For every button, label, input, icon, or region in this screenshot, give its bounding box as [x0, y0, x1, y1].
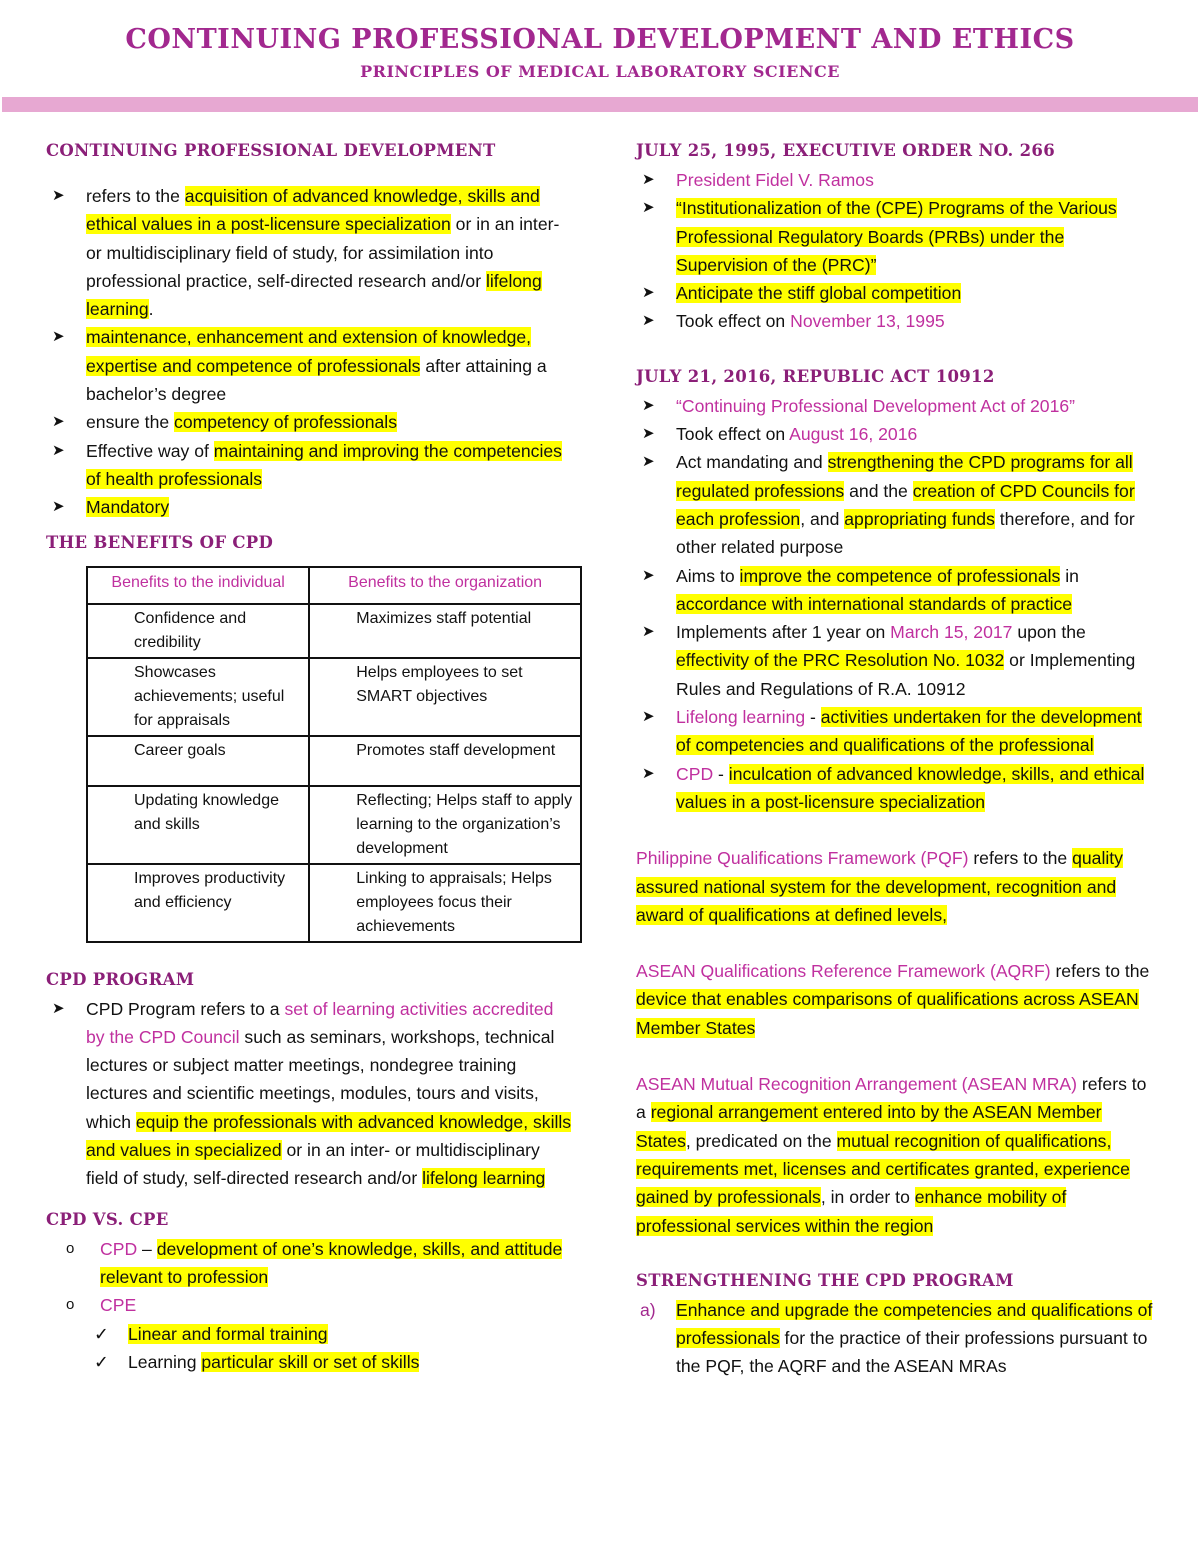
table-cell: Updating knowledge and skills	[87, 786, 309, 864]
list-item: ➤ President Fidel V. Ramos	[636, 166, 1161, 194]
table-cell: Helps employees to set SMART objectives	[309, 658, 581, 736]
list-item: ➤ Effective way of maintaining and improving the competencies of health professionals	[46, 437, 576, 494]
table-header-organization: Benefits to the organization	[309, 567, 581, 604]
section-heading-executive-order: JULY 25, 1995, EXECUTIVE ORDER NO. 266	[636, 141, 1055, 160]
table-row	[87, 736, 581, 786]
table-cell: Linking to appraisals; Helps employees focus their achievements	[309, 864, 581, 942]
list-item: ➤ ensure the competency of professionals	[46, 408, 576, 436]
list-item: ➤ CPD Program refers to a set of learning activities accredited by the CPD Council such as seminars, workshops, technical lectures or subject matter meetings, nondegree training lectures and scientific meetings, modules, tours and visits, which equip the professionals with advanced knowledge, skills and values in specialized or in an inter- or multidisciplinary field of study, self-directed research and/or lifelong learning	[46, 995, 576, 1193]
list-item: ➤ maintenance, enhancement and extension of knowledge, expertise and competence of professionals after attaining a bachelor’s degree	[46, 323, 576, 408]
section-heading-strengthening: STRENGTHENING THE CPD PROGRAM	[636, 1270, 1014, 1290]
header-band	[2, 97, 1198, 112]
table-cell: Maximizes staff potential	[309, 604, 581, 658]
cpd-program-list	[46, 995, 576, 1193]
mra-paragraph: ASEAN Mutual Recognition Arrangement (ASEAN MRA) refers to a regional arrangement entered into by the ASEAN Member States, predicated on the mutual recognition of qualifications, requirements met, licenses and certificates granted, experience gained by professionals, in order to enhance mobility of professional services within the region	[636, 1074, 1147, 1236]
table-cell: Improves productivity and efficiency	[87, 864, 309, 942]
benefits-table	[86, 566, 582, 943]
right-column	[636, 136, 1161, 1381]
section-heading-republic-act: JULY 21, 2016, REPUBLIC ACT 10912	[636, 366, 995, 386]
table-cell: Reflecting; Helps staff to apply learning to the organization’s development	[309, 786, 581, 864]
table-cell: Promotes staff development	[309, 736, 581, 786]
table-cell: Showcases achievements; useful for appraisals	[87, 658, 309, 736]
list-item: ➤ “Continuing Professional Development Act of 2016”	[636, 392, 1161, 420]
table-row	[87, 864, 581, 942]
list-item: ➤ Aims to improve the competence of professionals in accordance with international standards of practice	[636, 562, 1161, 619]
list-item: ➤ refers to the acquisition of advanced knowledge, skills and ethical values in a post-licensure specialization or in an inter- or multidisciplinary field of study, for assimilation into professional practice, self-directed research and/or lifelong learning.	[46, 182, 576, 323]
list-item: ➤ Implements after 1 year on March 15, 2017 upon the effectivity of the PRC Resolution No. 1032 or Implementing Rules and Regulations of R.A. 10912	[636, 618, 1161, 703]
list-item: o CPD – development of one’s knowledge, skills, and attitude relevant to profession	[46, 1235, 576, 1292]
list-item: ➤ Act mandating and strengthening the CPD programs for all regulated professions and the creation of CPD Councils for each profession, and appropriating funds therefore, and for other related purpose	[636, 448, 1161, 561]
cpd-vs-cpe-list	[46, 1235, 576, 1376]
list-item: ➤ CPD - inculcation of advanced knowledge, skills, and ethical values in a post-licensure specialization	[636, 760, 1161, 817]
list-item: ➤ Took effect on August 16, 2016	[636, 420, 1161, 448]
left-column	[46, 136, 576, 1376]
list-item: o CPE ✓ Linear and formal training ✓ Learning particular skill or set of skills	[46, 1291, 576, 1376]
section-heading-cpd: CONTINUING PROFESSIONAL DEVELOPMENT	[46, 141, 496, 160]
list-item: ➤ Took effect on November 13, 1995	[636, 307, 1161, 335]
republic-act-list	[636, 392, 1161, 816]
pqf-paragraph: Philippine Qualifications Framework (PQF) refers to the quality assured national system for the development, recognition and award of qualifications at defined levels,	[636, 848, 1123, 925]
executive-order-list	[636, 166, 1161, 336]
table-row	[87, 786, 581, 864]
strengthening-list	[636, 1296, 1161, 1381]
aqrf-paragraph: ASEAN Qualifications Reference Framework (AQRF) refers to the device that enables comparisons of qualifications across ASEAN Member States	[636, 961, 1150, 1038]
section-heading-benefits: THE BENEFITS OF CPD	[46, 532, 274, 552]
list-item: ✓ Linear and formal training	[46, 1320, 576, 1348]
cpe-sublist	[46, 1320, 576, 1377]
section-heading-cpd-vs-cpe: CPD VS. CPE	[46, 1209, 169, 1229]
list-item: a) Enhance and upgrade the competencies and qualifications of professionals for the practice of their professions pursuant to the PQF, the AQRF and the ASEAN MRAs	[640, 1299, 1153, 1377]
table-row	[87, 604, 581, 658]
table-cell: Career goals	[87, 736, 309, 786]
document-title: CONTINUING PROFESSIONAL DEVELOPMENT AND ETHICS	[125, 24, 1075, 55]
list-item: ➤ “Institutionalization of the (CPE) Programs of the Various Professional Regulatory Boards (PRBs) under the Supervision of the (PRC)”	[636, 194, 1161, 279]
cpd-list	[46, 182, 576, 522]
list-item: ➤ Anticipate the stiff global competition	[636, 279, 1161, 307]
table-cell: Confidence and credibility	[87, 604, 309, 658]
table-row	[87, 658, 581, 736]
list-item: ➤ Lifelong learning - activities undertaken for the development of competencies and qualifications of the professional	[636, 703, 1161, 760]
section-heading-cpd-program: CPD PROGRAM	[46, 969, 195, 989]
document-subtitle: PRINCIPLES OF MEDICAL LABORATORY SCIENCE	[360, 62, 840, 81]
list-item: ✓ Learning particular skill or set of skills	[46, 1348, 576, 1376]
table-header-individual: Benefits to the individual	[87, 567, 309, 604]
list-item: ➤ Mandatory	[46, 493, 576, 521]
